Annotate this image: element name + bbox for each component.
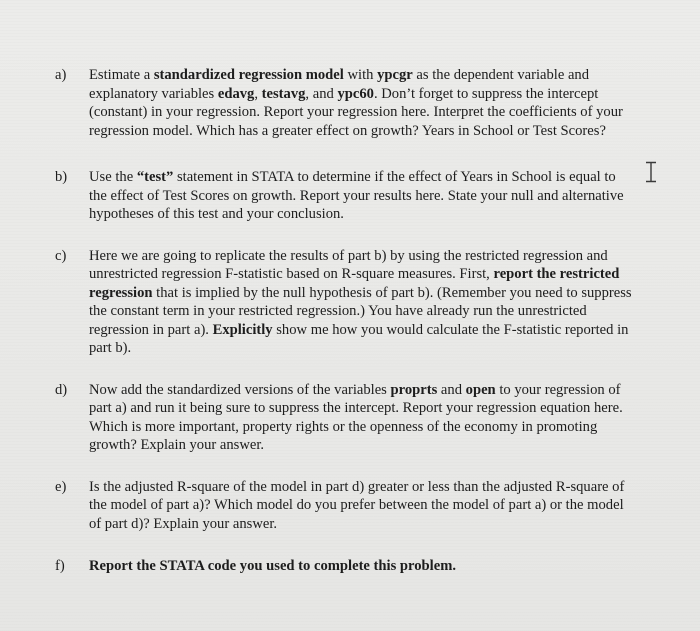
question-d: [55, 381, 635, 455]
question-text: [89, 381, 635, 455]
text-run: Here we are going to replicate the results of part b) by using the restricted regression and unrestricted regression F-statistic based on R-square measures. First,: [89, 247, 608, 282]
question-text: [89, 247, 635, 358]
text-run: and: [437, 381, 466, 398]
text-run: to your regression of part a) and run it being sure to suppress the intercept. Report your regression equation here. Which is more important, property rights or the openness of the economy in promoting growth? Explain your answer.: [89, 381, 623, 453]
bold-text: ypc60: [337, 85, 374, 102]
text-run: . Don’t forget to suppress the intercept (constant) in your regression. Report your regression here. Interpret the coefficients of your regression model. Which has a greater effect on growth? Years in School or Test Scores?: [89, 85, 623, 139]
bold-text: standardized regression model: [153, 67, 344, 83]
text-run: show me how you would calculate the F-statistic reported in part b).: [89, 321, 629, 356]
question-b: [55, 168, 635, 224]
question-marker: e): [55, 478, 67, 495]
question-marker: d): [55, 381, 68, 398]
question-marker: b): [55, 169, 68, 185]
question-a: [55, 66, 635, 140]
bold-text: Explicitly: [212, 321, 273, 338]
question-text: [89, 478, 635, 534]
question-text: [89, 557, 635, 576]
question-f: [55, 557, 635, 576]
question-marker: a): [55, 67, 67, 83]
bold-text: report the restricted regression: [89, 266, 620, 301]
text-run: with: [343, 67, 378, 83]
bold-text: Report the STATA code you used to complete this problem.: [89, 558, 456, 574]
text-run: ,: [254, 85, 262, 102]
text-run: Is the adjusted R-square of the model in part d) greater or less than the adjusted R-square of the model of part a)? Which model do you prefer between the model of part a) or the model of part d)? Explain your answer.: [89, 478, 625, 532]
text-cursor-icon: [644, 161, 658, 183]
bold-text: testavg: [261, 85, 306, 102]
text-run: , and: [305, 85, 338, 102]
question-e: [55, 478, 635, 534]
bold-text: ypcgr: [377, 67, 413, 83]
text-run: Use the: [89, 169, 137, 185]
bold-text: edavg: [217, 85, 255, 102]
text-run: as the dependent variable and explanatory variables: [89, 67, 590, 102]
question-c: [55, 247, 635, 358]
text-run: that is implied by the null hypothesis of part b). (Remember you need to suppress the constant term in your restricted regression.) You have already run the unrestricted regression in part a).: [89, 284, 632, 338]
bold-text: open: [465, 381, 496, 398]
question-marker: f): [55, 558, 65, 574]
text-run: Now add the standardized versions of the variables: [89, 381, 391, 398]
bold-text: “test”: [136, 169, 174, 185]
question-list: [55, 66, 635, 576]
bold-text: proprts: [390, 381, 438, 398]
question-marker: c): [55, 247, 67, 264]
text-run: statement in STATA to determine if the effect of Years in School is equal to the effect of Test Scores on growth. Report your results here. State your null and alternative hypotheses of this test and your conclusion.: [89, 169, 624, 222]
question-text: [89, 168, 635, 224]
question-text: [89, 66, 635, 140]
text-run: Estimate a: [89, 67, 154, 83]
